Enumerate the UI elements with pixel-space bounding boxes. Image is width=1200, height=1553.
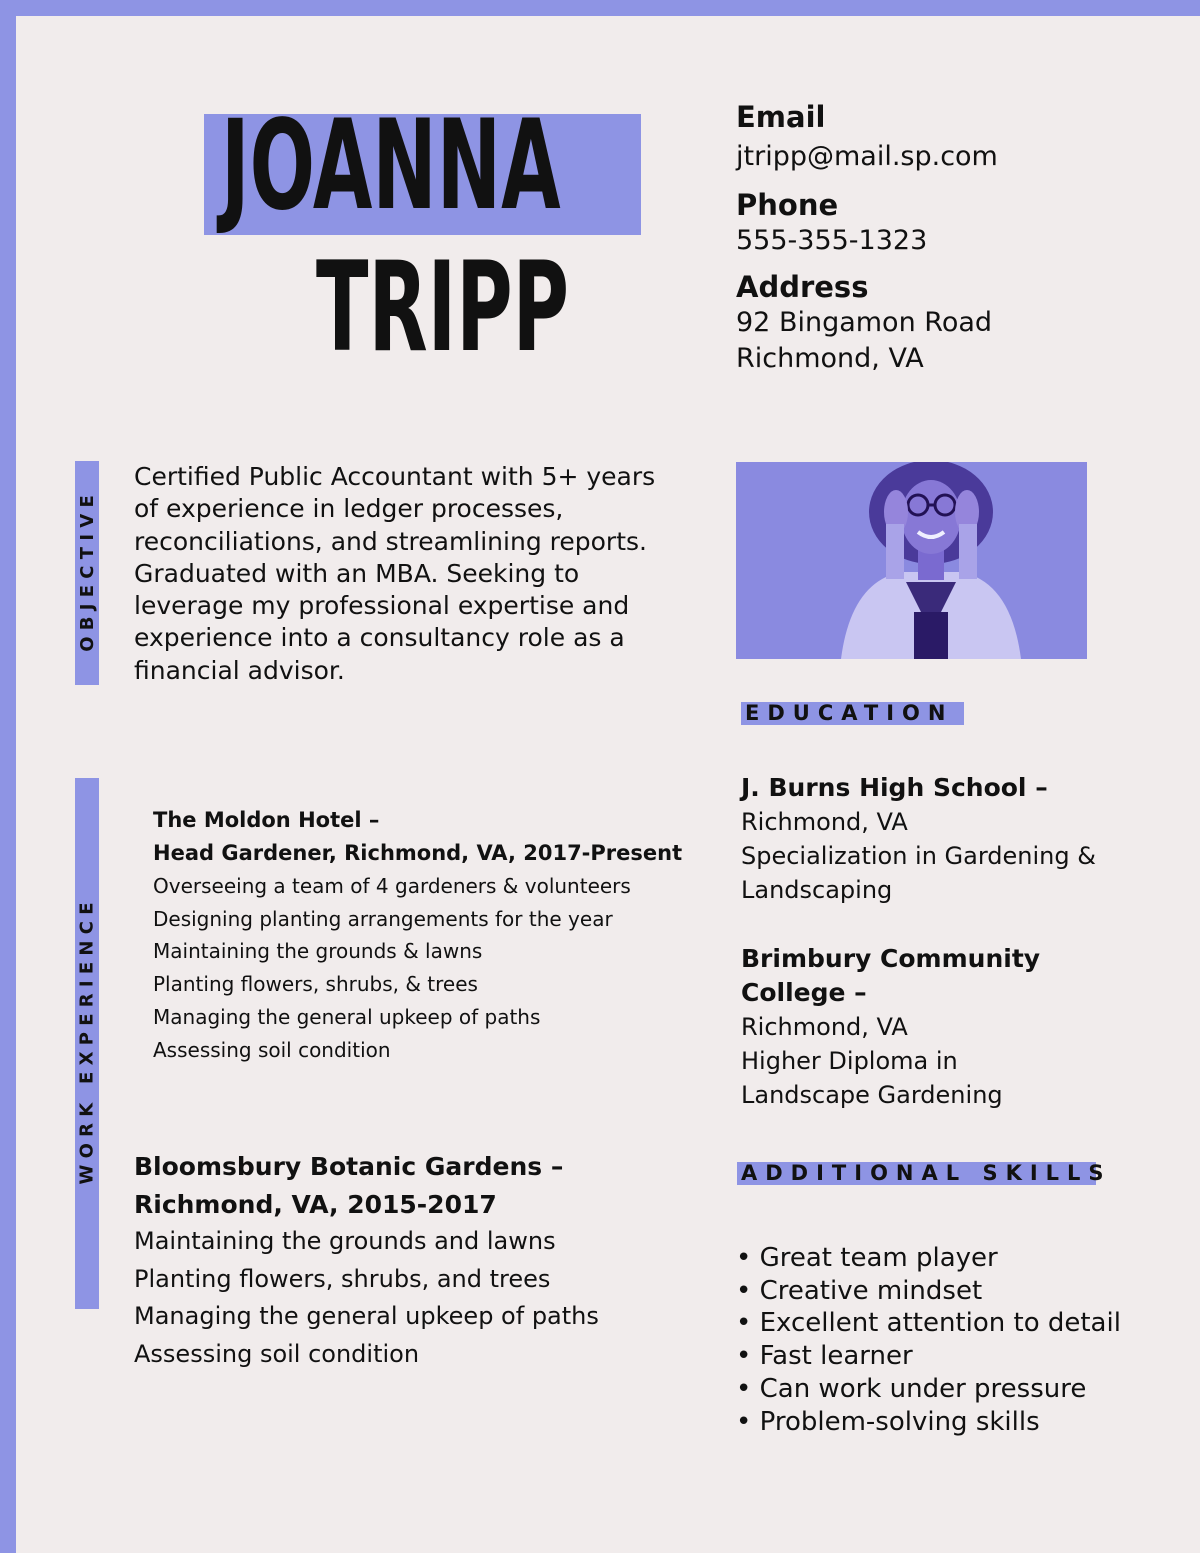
objective-line: Certified Public Accountant with 5+ years — [134, 462, 656, 491]
job-duty: Planting flowers, shrubs, & trees — [153, 972, 478, 997]
school-detail: Landscape Gardening — [741, 1081, 1003, 1109]
job-duty: Maintaining the grounds & lawns — [153, 939, 483, 964]
education-entry-highschool — [741, 771, 1101, 907]
objective-label — [75, 461, 99, 685]
skills-list — [736, 1242, 1136, 1438]
skill-item: • Can work under pressure — [736, 1373, 1087, 1404]
email-value: jtripp@mail.sp.com — [736, 141, 998, 172]
objective-label-text: O B J E C T I V E — [76, 494, 98, 652]
skill-item: • Great team player — [736, 1243, 998, 1273]
education-heading: EDUCATION — [741, 702, 964, 725]
job-duty: Maintaining the grounds and lawns — [134, 1227, 556, 1255]
school-name: Brimbury Community — [741, 944, 1041, 973]
school-detail: Landscaping — [741, 876, 893, 904]
objective-text — [134, 461, 674, 687]
first-name: JOANNA — [221, 94, 561, 238]
school-detail: Higher Diploma in — [741, 1047, 958, 1075]
address-label: Address — [736, 270, 869, 304]
skill-item: • Problem-solving skills — [736, 1406, 1040, 1437]
person-illustration — [736, 462, 1087, 659]
job-duty: Overseeing a team of 4 gardeners & volunteers — [153, 874, 631, 898]
objective-line: of experience in ledger processes, — [134, 494, 564, 524]
job-duty: Designing planting arrangements for the year — [153, 906, 613, 931]
objective-line: reconciliations, and streamlining reports. — [134, 526, 647, 556]
school-name: College – — [741, 978, 867, 1007]
objective-line: Graduated with an MBA. Seeking to — [134, 558, 580, 588]
objective-line: financial advisor. — [134, 655, 345, 685]
skill-item: • Creative mindset — [736, 1275, 983, 1306]
job-title: Bloomsbury Botanic Gardens – — [134, 1152, 564, 1181]
objective-line: leverage my professional expertise and — [134, 591, 630, 621]
job-bloomsbury-gardens — [134, 1148, 694, 1373]
email-label: Email — [736, 100, 826, 134]
school-detail: Richmond, VA — [741, 808, 908, 836]
school-detail: Richmond, VA — [741, 1013, 908, 1041]
education-entry-college — [741, 942, 1101, 1112]
job-duty: Managing the general upkeep of paths — [134, 1302, 599, 1330]
skill-item: • Excellent attention to detail — [736, 1308, 1121, 1339]
phone-label: Phone — [736, 188, 839, 222]
job-role: Head Gardener, Richmond, VA, 2017-Present — [153, 841, 683, 865]
job-duty: Planting flowers, shrubs, and trees — [134, 1264, 551, 1293]
address-line1: 92 Bingamon Road — [736, 307, 993, 338]
skill-item: • Fast learner — [736, 1341, 913, 1372]
objective-line: experience into a consultancy role as a — [134, 623, 625, 653]
job-duty: Assessing soil condition — [134, 1339, 420, 1368]
school-detail: Specialization in Gardening & — [741, 842, 1096, 870]
last-name: TRIPP — [316, 236, 569, 380]
job-title: The Moldon Hotel – — [153, 808, 380, 832]
work-experience-label — [75, 778, 99, 1309]
job-moldon-hotel — [153, 804, 693, 1066]
profile-photo — [736, 462, 1087, 659]
resume-page — [16, 16, 1200, 1553]
job-duty: Assessing soil condition — [153, 1037, 391, 1062]
work-experience-label-text: W O R K E X P E R I E N C E — [76, 902, 98, 1185]
address-line2: Richmond, VA — [736, 343, 924, 374]
job-role: Richmond, VA, 2015-2017 — [134, 1189, 497, 1219]
job-duty: Managing the general upkeep of paths — [153, 1004, 541, 1029]
phone-value: 555-355-1323 — [736, 225, 928, 256]
skills-heading: ADDITIONAL SKILLS — [737, 1162, 1096, 1185]
school-name: J. Burns High School – — [741, 773, 1048, 802]
